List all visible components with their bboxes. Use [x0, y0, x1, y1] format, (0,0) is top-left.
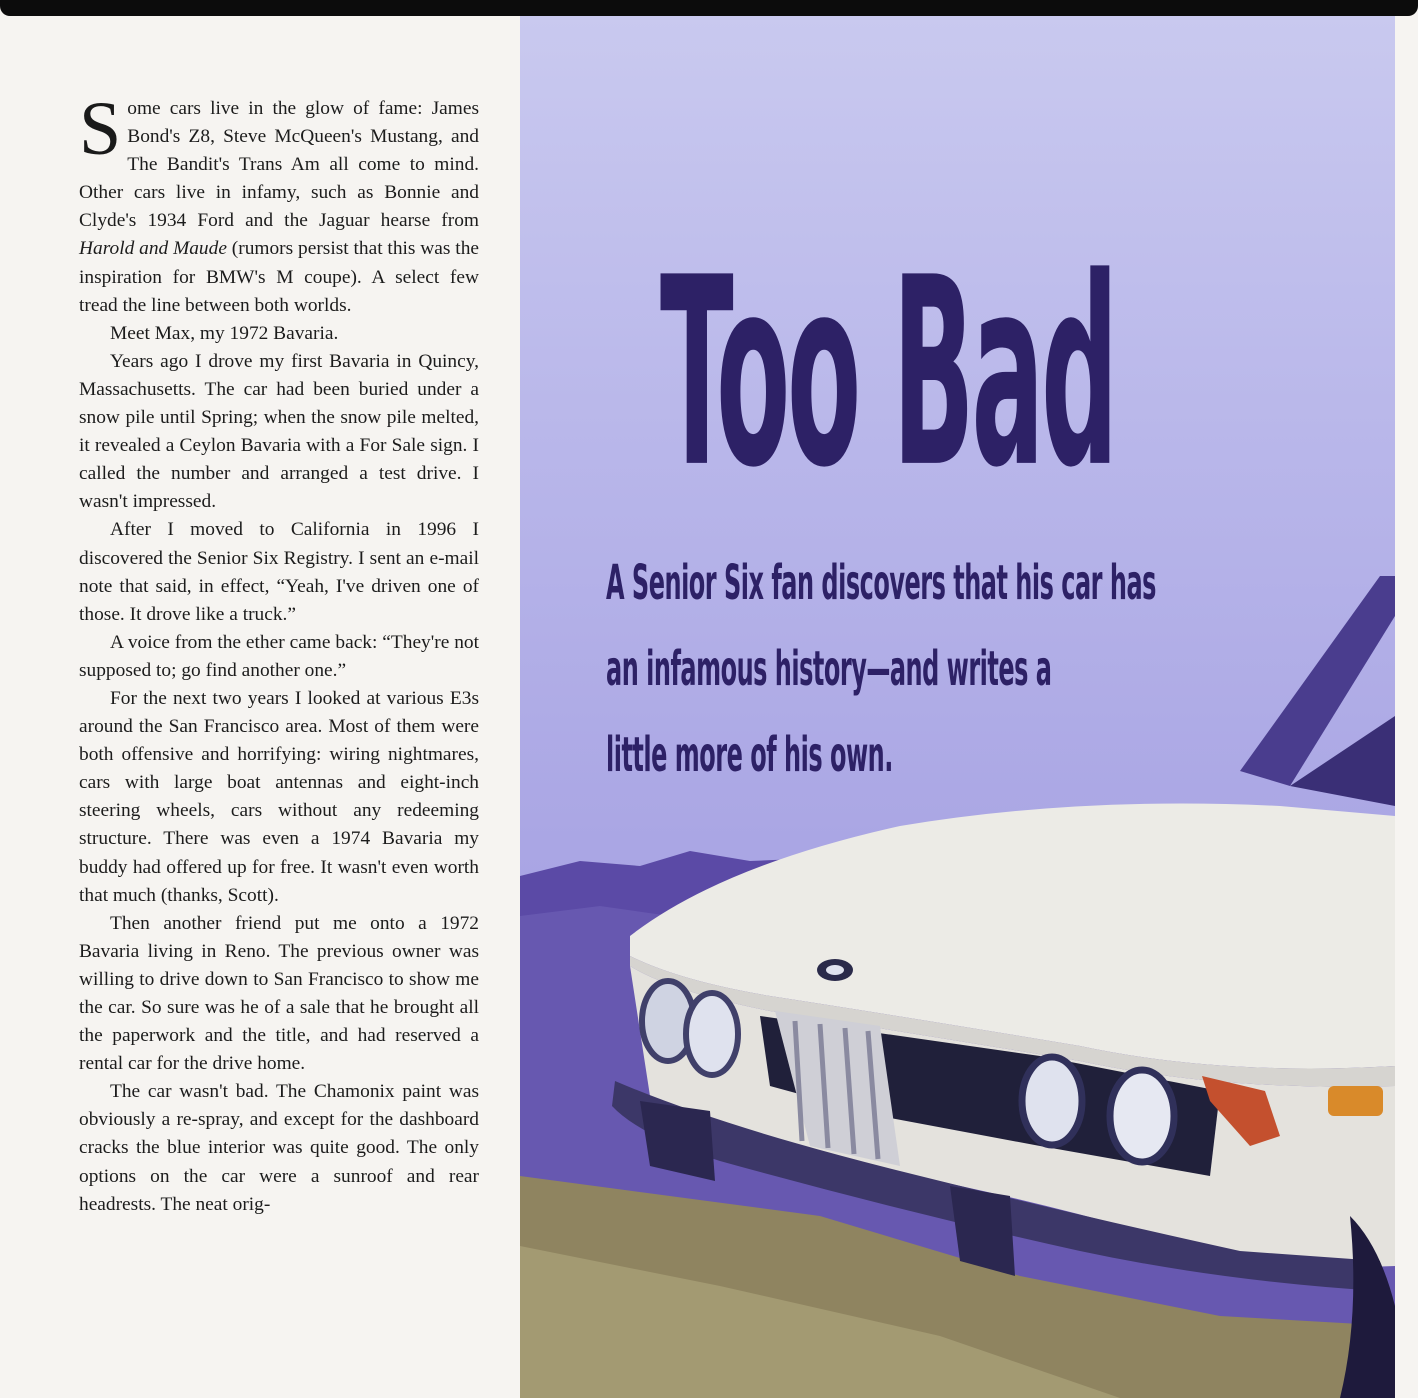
article-paragraph: For the next two years I looked at various E3s around the San Francisco area. Most of them were both offensive and horrifying: wiring nightmares, cars with large boat antennas and eight-inch steering wheels, cars without any redeeming structure. There was even a 1974 Bavaria my buddy had offered up for free. It wasn't even worth that much (thanks, Scott). [79, 687, 479, 906]
headlight-inner-right [1022, 1057, 1082, 1145]
deck [606, 540, 1156, 798]
top-frame-bar [0, 0, 1418, 16]
article-paragraph: Years ago I drove my first Bavaria in Quincy, Massachusetts. The car had been buried under a snow pile until Spring; when the snow pile melted, it revealed a Ceylon Bavaria with a For Sale sign. I called the number and arranged a test drive. I wasn't impressed. [79, 350, 479, 513]
deck-line: little more of his own. [606, 727, 893, 783]
deck-line: A Senior Six fan discovers that his car has [606, 555, 1156, 611]
article-paragraph: Meet Max, my 1972 Bavaria. [110, 322, 339, 344]
deck-line: an infamous history—and writes a [606, 641, 1052, 697]
article-paragraph: After I moved to California in 1996 I discovered the Senior Six Registry. I sent an e-mail note that said, in effect, “Yeah, I've driven one of those. It drove like a truck.” [79, 519, 479, 625]
article-body [79, 87, 479, 1219]
badge-center [826, 965, 844, 975]
headlight-inner-left [686, 993, 738, 1075]
page-margin [1395, 16, 1418, 1398]
article-paragraph: Some cars live in the glow of fame: James Bond's Z8, Steve McQueen's Mustang, and The Bandit's Trans Am all come to mind. Other cars live in infamy, such as Bonnie and Clyde's 1934 Ford and the Jaguar hearse from Harold and Maude (rumors persist that this was the inspiration for BMW's M coupe). A select few tread the line between both worlds. [79, 87, 479, 316]
headline: Too Bad [660, 222, 1116, 526]
side-marker [1328, 1086, 1383, 1116]
article-paragraph: The car wasn't bad. The Chamonix paint was obviously a re-spray, and except for the dashboard cracks the blue interior was quite good. The only options on the car were a sunroof and rear headrests. The neat orig- [79, 1081, 479, 1215]
headlight-outer-right [1110, 1070, 1174, 1162]
article-paragraph: Then another friend put me onto a 1972 Bavaria living in Reno. The previous owner was willing to drive down to San Francisco to show me the car. So sure was he of a sale that he brought all the paperwork and the title, and had reserved a rental car for the drive home. [79, 912, 479, 1075]
drop-cap: S [79, 87, 122, 171]
article-paragraph: A voice from the ether came back: “They're not supposed to; go find another one.” [79, 631, 479, 681]
film-title: Harold and Maude [79, 238, 227, 260]
